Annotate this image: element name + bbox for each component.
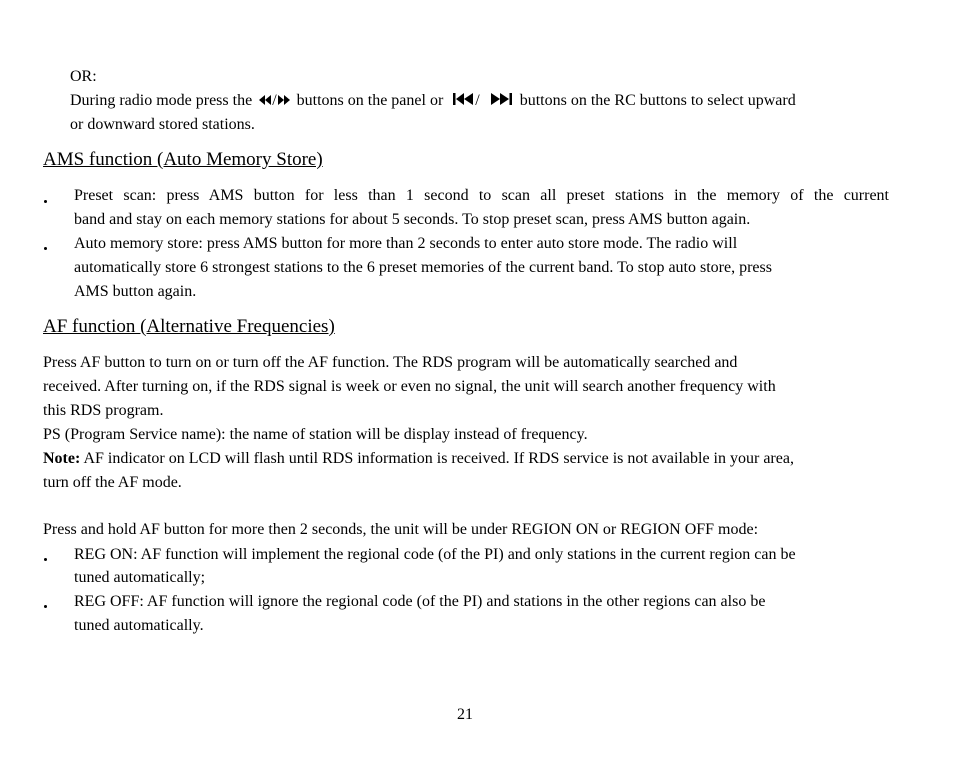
bullet-marker — [44, 247, 47, 250]
ams-bullet-preset-line-1: Preset scan: press AMS button for less than 1 second to scan all preset stations in the memory of the current — [74, 187, 889, 204]
af-heading: AF function (Alternative Frequencies) — [43, 316, 335, 337]
bullet-marker — [44, 200, 47, 203]
ps-line: PS (Program Service name): the name of station will be display instead of frequency. — [43, 426, 588, 443]
reg-off-line-2: tuned automatically. — [74, 617, 204, 634]
af-para-line-2: received. After turning on, if the RDS signal is week or even no signal, the unit will search another frequency with — [43, 378, 776, 395]
ams-heading: AMS function (Auto Memory Store) — [43, 149, 323, 170]
skip-forward-icon — [490, 91, 512, 111]
radio-instruction-line — [70, 91, 796, 111]
radio-sep: / — [272, 92, 277, 109]
af-para-line-1: Press AF button to turn on or turn off the AF function. The RDS program will be automatically searched and — [43, 354, 738, 371]
page-number: 21 — [457, 706, 473, 723]
reg-on-line-2: tuned automatically; — [74, 569, 206, 586]
note-line-2: turn off the AF mode. — [43, 474, 182, 491]
note-text: AF indicator on LCD will flash until RDS information is received. If RDS service is not available in your area, — [83, 450, 794, 467]
note-label: Note: — [43, 450, 81, 467]
ams-bullet-auto-line-2: automatically store 6 strongest stations to the 6 preset memories of the current band. To stop auto store, press — [74, 259, 772, 276]
af-para-line-3: this RDS program. — [43, 402, 164, 419]
ams-bullet-auto-line-1: Auto memory store: press AMS button for more than 2 seconds to enter auto store mode. The radio will — [74, 235, 738, 252]
radio-text-b: buttons on the panel or — [296, 92, 444, 109]
note-line-1 — [43, 449, 794, 469]
or-label: OR: — [70, 68, 97, 85]
fast-forward-icon — [277, 91, 290, 111]
skip-back-icon — [453, 91, 475, 111]
bullet-marker — [44, 605, 47, 608]
reg-off-line-1: REG OFF: AF function will ignore the regional code (of the PI) and stations in the other regions can also be — [74, 593, 766, 610]
bullet-marker — [44, 558, 47, 561]
radio-instruction-line-2: or downward stored stations. — [70, 116, 255, 133]
reg-on-line-1: REG ON: AF function will implement the regional code (of the PI) and only stations in the current region can be — [74, 546, 796, 563]
radio-text-a: During radio mode press the — [70, 92, 253, 109]
radio-sep-2: / — [475, 92, 480, 109]
rewind-icon — [259, 91, 272, 111]
ams-bullet-auto-line-3: AMS button again. — [74, 283, 197, 300]
ams-bullet-preset-line-2: band and stay on each memory stations for about 5 seconds. To stop preset scan, press AMS button again. — [74, 211, 751, 228]
region-line: Press and hold AF button for more then 2 seconds, the unit will be under REGION ON or REGION OFF mode: — [43, 521, 759, 538]
radio-text-c: buttons on the RC buttons to select upward — [519, 92, 796, 109]
